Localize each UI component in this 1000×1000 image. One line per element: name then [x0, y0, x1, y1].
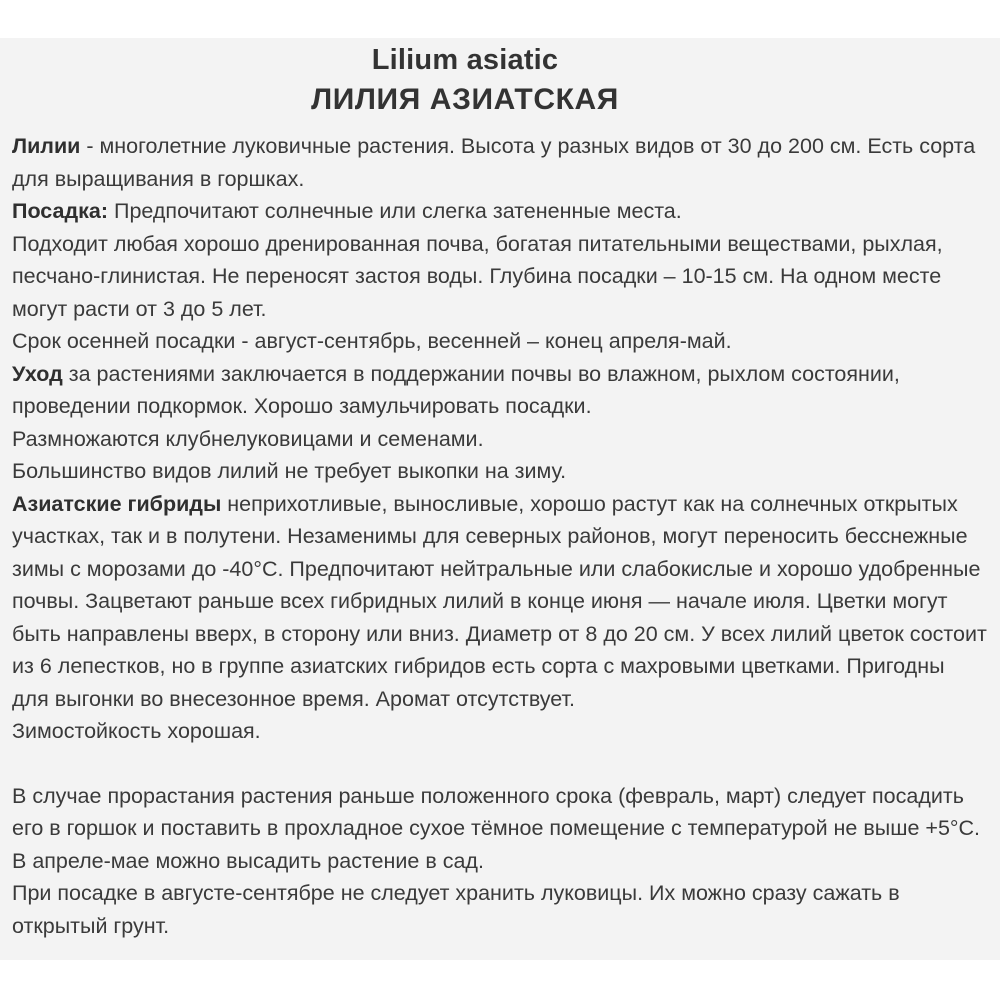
paragraph-autumn-planting	[12, 877, 987, 942]
paragraph-text: Предпочитают солнечные или слегка затененные места.	[108, 199, 682, 223]
paragraph-asiatic-hybrids	[12, 488, 987, 716]
paragraph-winter-digging	[12, 455, 987, 488]
label-header	[0, 40, 930, 120]
paragraph-text: Срок осенней посадки - август-сентябрь, весенней – конец апреля-май.	[12, 329, 732, 353]
paragraph-spring-transplant	[12, 845, 987, 878]
paragraph-hardiness	[12, 715, 987, 748]
paragraph-text: В случае прорастания растения раньше положенного срока (февраль, март) следует посадить его в горшок и поставить в прохладное сухое тёмное помещение с температурой не выше +5°С.	[12, 783, 981, 840]
paragraph-early-sprouting	[12, 780, 987, 845]
paragraph-text: Большинство видов лилий не требует выкопки на зиму.	[12, 459, 567, 483]
paragraph-text: В апреле-мае можно высадить растение в сад.	[12, 848, 484, 873]
paragraph-lead: Посадка:	[12, 199, 109, 223]
paragraph-text: При посадке в августе-сентябре не следует хранить луковицы. Их можно сразу сажать в открытый грунт.	[12, 881, 900, 938]
paragraph-text: - многолетние луковичные растения. Высота у разных видов от 30 до 200 см. Есть сорта для выращивания в горшках.	[12, 134, 976, 191]
paragraph-planting-time	[12, 325, 987, 358]
care-instructions	[12, 130, 987, 942]
paragraph-lilies	[12, 130, 987, 195]
latin-name-title: Lilium asiatic	[371, 44, 559, 76]
paragraph-text: неприхотливые, выносливые, хорошо растут как на солнечных открытых участках, так и в полутени. Незаменимы для северных районов, могут переносить бесснежные зимы с морозами до -40°С. Предпочитают нейтральные или слабокислые и хорошо удобренные почвы. Зацветают раньше всех гибридных лилий в конце июня — начале июля. Цветки могут быть направлены вверх, в сторону или вниз. Диаметр от 8 до 20 см. У всех лилий цветок состоит из 6 лепестков, но в группе азиатских гибридов есть сорта с махровыми цветками. Пригодны для выгонки во внесезонное время. Аромат отсутствует.	[12, 491, 987, 711]
paragraph-text: за растениями заключается в поддержании почвы во влажном, рыхлом состоянии, проведении подкормок. Хорошо замульчировать посадки.	[12, 361, 900, 418]
paragraph-text: Подходит любая хорошо дренированная почва, богатая питательными веществами, рыхлая, песчано-глинистая. Не переносят застоя воды. Глубина посадки – 10-15 см. На одном месте могут расти от 3 до 5 лет.	[12, 231, 943, 321]
paragraph-lead: Азиатские гибриды	[12, 491, 222, 516]
paragraph-planting	[12, 195, 987, 228]
paragraph-soil	[12, 228, 987, 326]
russian-name-title: ЛИЛИЯ АЗИАТСКАЯ	[311, 83, 619, 116]
paragraph-text: Размножаются клубнелуковицами и семенами.	[12, 426, 484, 451]
paragraph-lead: Уход	[12, 361, 63, 386]
paragraph-text: Зимостойкость хорошая.	[12, 719, 261, 743]
paragraph-care	[12, 358, 987, 423]
paragraph-propagation	[12, 423, 987, 456]
paragraph-lead: Лилии	[12, 134, 81, 158]
